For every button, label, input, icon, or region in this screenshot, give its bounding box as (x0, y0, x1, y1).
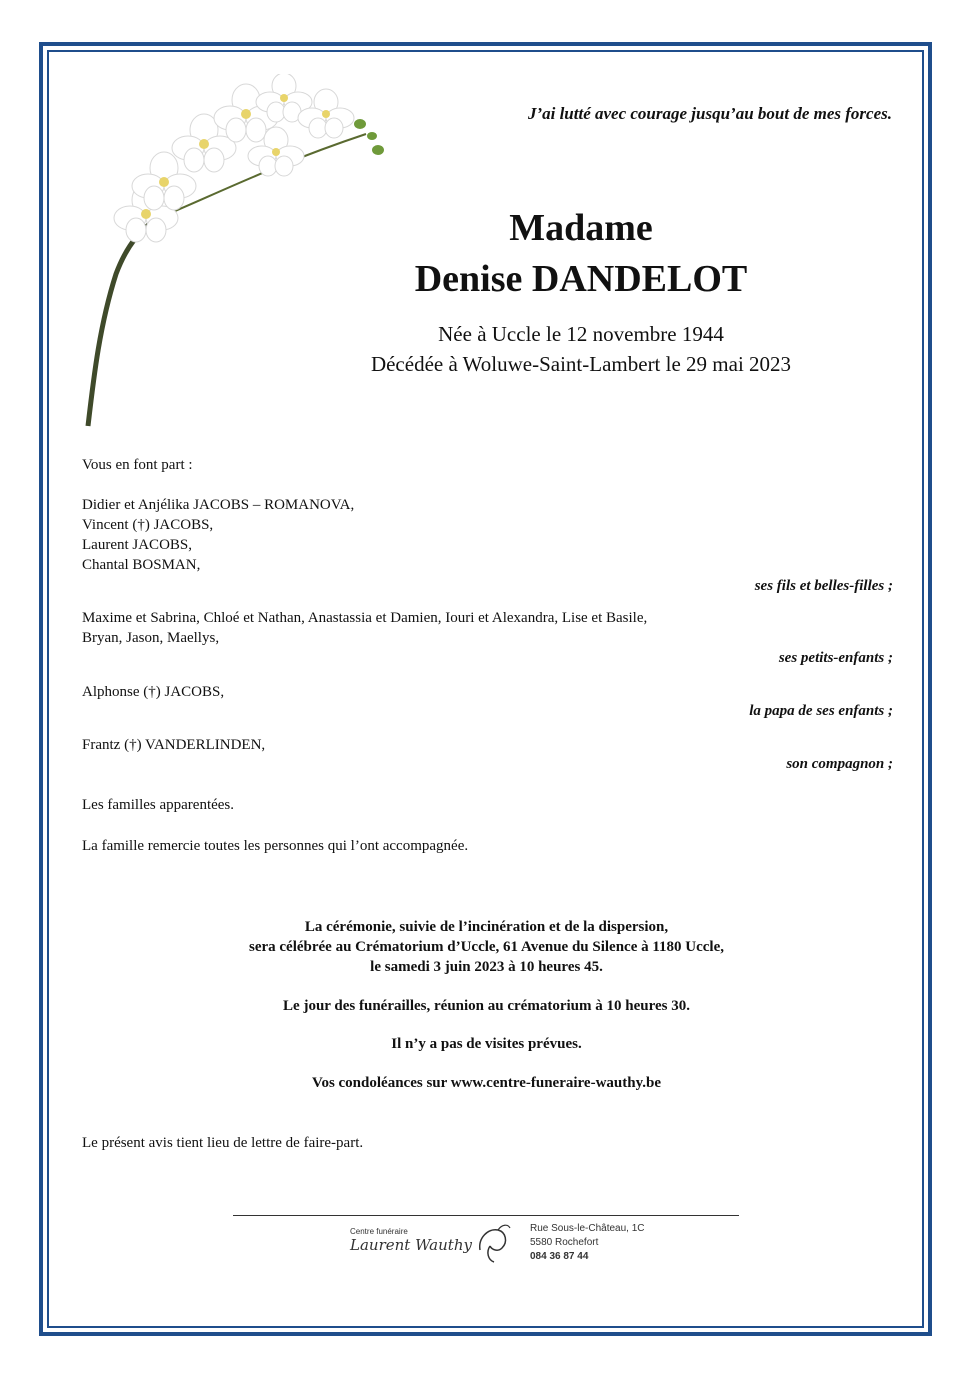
birth-line: Née à Uccle le 12 novembre 1944 (438, 322, 724, 346)
logo-script-text: Laurent Wauthy (350, 1236, 472, 1254)
address-street: Rue Sous-le-Château, 1C (530, 1223, 645, 1234)
quote: J’ai lutté avec courage jusqu’au bout de mes forces. (527, 104, 892, 123)
list-item: Bryan, Jason, Maellys, (82, 630, 220, 646)
families: Les familles apparentées. (82, 797, 235, 813)
list-item: Vincent (†) JACOBS, (82, 517, 214, 533)
death-line: Décédée à Woluwe-Saint-Lambert le 29 mai 2023 (370, 352, 792, 376)
companion-role: son compagnon ; (786, 756, 893, 772)
list-item: Chantal BOSMAN, (82, 557, 201, 573)
children-role: ses fils et belles-filles ; (754, 578, 893, 594)
list-item: Didier et Anjélika JACOBS – ROMANOVA, (82, 497, 355, 513)
ceremony-line: sera célébrée au Crématorium d’Uccle, 61 Avenue du Silence à 1180 Uccle, (248, 939, 725, 955)
notice: Le présent avis tient lieu de lettre de faire-part. (82, 1135, 364, 1151)
companion: Frantz (†) VANDERLINDEN, (82, 737, 266, 753)
logo-small-text: Centre funéraire (350, 1227, 408, 1236)
visits: Il n’y a pas de visites prévues. (391, 1036, 582, 1052)
ceremony-line: le samedi 3 juin 2023 à 10 heures 45. (370, 959, 603, 975)
address-city: 5580 Rochefort (530, 1237, 599, 1248)
father-role: la papa de ses enfants ; (749, 703, 893, 719)
intro: Vous en font part : (82, 457, 193, 473)
list-item: Laurent JACOBS, (82, 537, 192, 553)
grandchildren-list (82, 608, 647, 648)
condolences: Vos condoléances sur www.centre-funeraire-wauthy.be (311, 1075, 662, 1091)
grandchildren-role: ses petits-enfants ; (778, 650, 893, 666)
footer-divider (233, 1215, 739, 1216)
deceased-name: Denise DANDELOT (414, 258, 748, 300)
meeting: Le jour des funérailles, réunion au crématorium à 10 heures 30. (283, 998, 690, 1014)
dove-logo-icon (472, 1220, 512, 1264)
thanks: La famille remercie toutes les personnes qui l’ont accompagnée. (82, 838, 469, 854)
children-list (82, 495, 354, 575)
ceremony (60, 917, 913, 977)
orchid-illustration (76, 74, 396, 434)
ceremony-line: La cérémonie, suivie de l’incinération et de la dispersion, (304, 919, 669, 935)
father: Alphonse (†) JACOBS, (82, 684, 225, 700)
address-phone: 084 36 87 44 (530, 1251, 589, 1262)
title: Madame (509, 207, 653, 249)
list-item: Maxime et Sabrina, Chloé et Nathan, Anastassia et Damien, Iouri et Alexandra, Lise et Basile, (82, 610, 648, 626)
